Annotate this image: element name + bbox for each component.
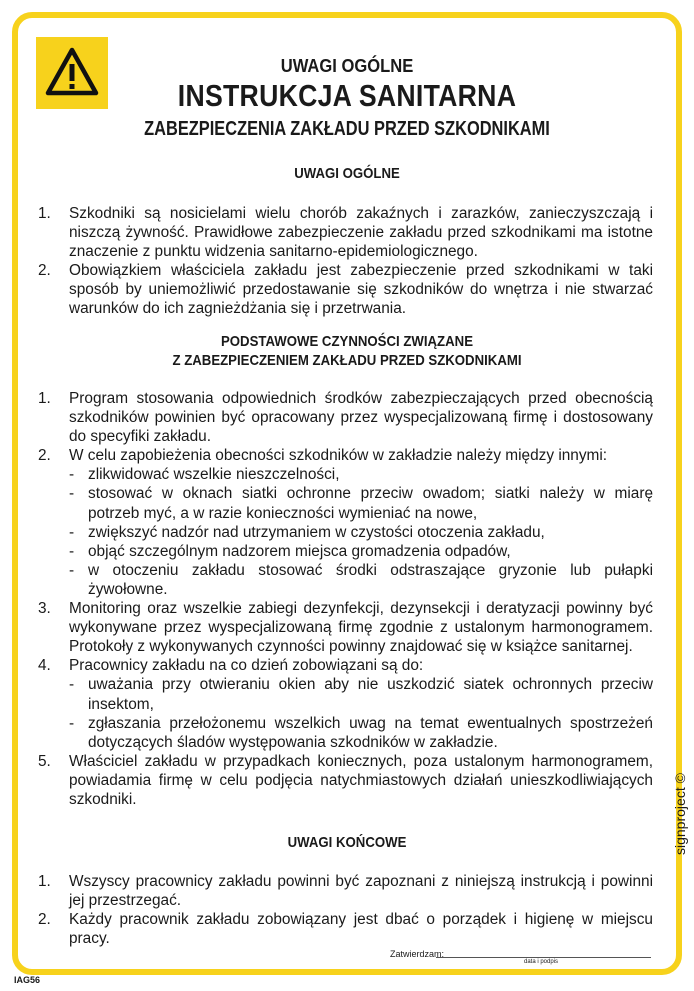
sub-list-item-text: zlikwidować wszelkie nieszczelności, <box>88 466 340 484</box>
section-basic-title-line2: Z ZABEZPIECZENIEM ZAKŁADU PRZED SZKODNIKAMI <box>172 352 522 369</box>
section-basic-title-line1: PODSTAWOWE CZYNNOŚCI ZWIĄZANE <box>220 333 474 350</box>
page-subtitle: ZABEZPIECZENIA ZAKŁADU PRZED SZKODNIKAMI <box>144 118 550 140</box>
list-item <box>38 599 653 656</box>
list-item-number: 3. <box>38 600 51 618</box>
header-subtitle: UWAGI OGÓLNE <box>280 56 414 76</box>
list-item-text: Szkodniki są nosicielami wielu chorób zakaźnych i zarazków, zanieczyszczają i niszczą żywność. Prawidłowe zabezpieczenie zakładu przed szkodnikami ma istotne znaczenie z punktu widzenia sanitarno-epidemiologicznego. <box>69 205 653 261</box>
sub-list-item-text: zwiększyć nadzór nad utrzymaniem w czystości otoczenia zakładu, <box>88 523 545 541</box>
list-item-text: Obowiązkiem właściciela zakładu jest zabezpieczenie przed szkodnikami w taki sposób by uniemożliwić przedostawanie się szkodników do wnętrza i nie stwarzać warunków do ich zagnieżdżania się i przetrwania. <box>69 262 653 318</box>
approve-label: Zatwierdzam: <box>390 949 445 959</box>
sub-list-item: - stosować w oknach siatki ochronne przeciw owadom; siatki należy w miarę potrzeb myć, a w razie konieczności wymieniać na nowe, <box>69 485 653 522</box>
page-title: INSTRUKCJA SANITARNA <box>177 78 517 113</box>
sub-list-item: - objąć szczególnym nadzorem miejsca gromadzenia odpadów, <box>69 542 511 560</box>
sub-list-item: - w otoczeniu zakładu stosować środki odstraszające gryzonie lub pułapki żywołowne. <box>69 561 653 598</box>
sub-list-item-text: objąć szczególnym nadzorem miejsca gromadzenia odpadów, <box>88 542 511 560</box>
list-item <box>38 389 653 446</box>
section-final-list <box>38 872 653 948</box>
section-general-list <box>38 204 653 319</box>
list-item-text: Monitoring oraz wszelkie zabiegi dezynfekcji, dezynsekcji i deratyzacji powinny być wykonywane przez wyspecjalizowaną firmę zgodnie z ustalonym harmonogramem. Protokoły z wykonywanych czynności powinny znajdować się w książce sanitarnej. <box>69 600 653 656</box>
list-item-text: Wszyscy pracownicy zakładu powinni być zapoznani z niniejszą instrukcją i powinni jej przestrzegać. <box>69 873 653 910</box>
section-final-title: UWAGI KOŃCOWE <box>287 834 407 851</box>
section-basic-list <box>38 389 653 809</box>
list-item-text: Pracownicy zakładu na co dzień zobowiązani są do: <box>69 657 424 675</box>
list-item-number: 1. <box>38 873 51 890</box>
signature-caption: data i podpis <box>524 959 559 965</box>
sub-list-item-text: w otoczeniu zakładu stosować środki odstraszające gryzonie lub pułapki żywołowne. <box>88 561 653 598</box>
list-item <box>38 910 653 948</box>
list-item-number: 2. <box>38 447 51 465</box>
list-item-text: Każdy pracownik zakładu zobowiązany jest dbać o porządek i higienę w miejscu pracy. <box>69 911 653 948</box>
list-item <box>38 872 653 910</box>
brand-mark <box>672 773 688 856</box>
section-general-title: UWAGI OGÓLNE <box>294 165 400 182</box>
list-item-number: 4. <box>38 657 51 675</box>
list-item <box>38 204 653 261</box>
list-item <box>38 656 653 675</box>
list-item <box>38 752 653 809</box>
list-item <box>38 261 653 318</box>
sub-list-item: - zgłaszania przełożonemu wszelkich uwag na temat ewentualnych spostrzeżeń dotyczących śladów występowania szkodników w zakładzie. <box>69 714 653 751</box>
brand-text: signproject © <box>672 773 688 855</box>
list-item-text: W celu zapobieżenia obecności szkodników w zakładzie należy między innymi: <box>69 447 608 465</box>
sub-list-item: - uważania przy otwieraniu okien aby nie uszkodzić siatek ochronnych przeciw insektom, <box>69 676 653 713</box>
signature-line <box>436 957 651 958</box>
sub-list-item: - zlikwidować wszelkie nieszczelności, <box>69 466 340 484</box>
list-item-number: 1. <box>38 390 51 407</box>
list-item-text: Program stosowania odpowiednich środków zabezpieczających przed obecnością szkodników powinien być opracowany przez wyspecjalizowaną firmę i dostosowany do specyfiki zakładu. <box>69 390 653 446</box>
product-code: IAG56 <box>14 975 41 985</box>
sub-list-item-text: stosować w oknach siatki ochronne przeciw owadom; siatki należy w miarę potrzeb myć, a w razie konieczności wymieniać na nowe, <box>88 485 653 522</box>
sub-list-item-text: zgłaszania przełożonemu wszelkich uwag na temat ewentualnych spostrzeżeń dotyczących śladów występowania szkodników w zakładzie. <box>88 714 653 751</box>
list-item-text: Właściciel zakładu w przypadkach koniecznych, poza ustalonym harmonogramem, powiadamia firmę w celu podjęcia natychmiastowych działań unieszkodliwiających szkodniki. <box>69 752 653 808</box>
sub-list-item-text: uważania przy otwieraniu okien aby nie uszkodzić siatek ochronnych przeciw insektom, <box>88 676 653 713</box>
list-item-number: 1. <box>38 205 51 222</box>
list-item-number: 5. <box>38 752 51 770</box>
list-item-number: 2. <box>38 911 51 929</box>
list-item-number: 2. <box>38 262 51 280</box>
sub-list-item: - zwiększyć nadzór nad utrzymaniem w czystości otoczenia zakładu, <box>69 523 545 541</box>
list-item <box>38 446 653 465</box>
